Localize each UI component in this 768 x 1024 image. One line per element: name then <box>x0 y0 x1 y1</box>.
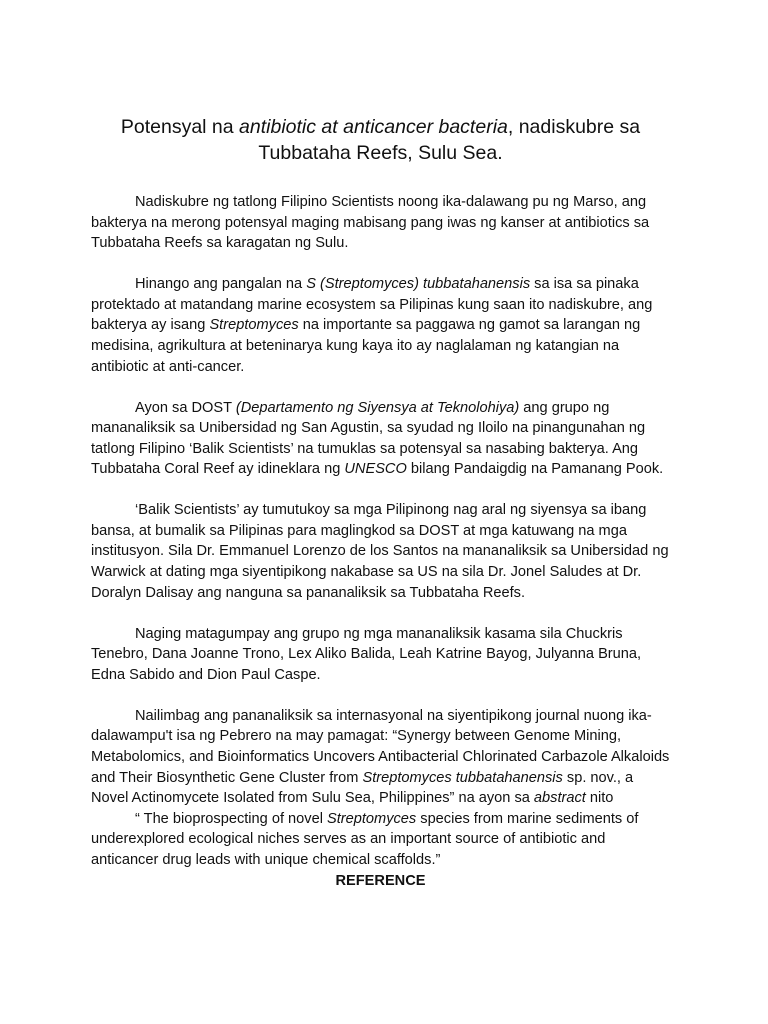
paragraph-6 <box>91 706 670 809</box>
title-text-1: Potensyal na <box>120 116 240 138</box>
quote-text-c: species from marine sediments of underexplored ecological niches serves as an important source of antibiotic and anticancer drug leads with unique chemical scaffolds.” <box>91 810 639 868</box>
paragraph-1: Nadiskubre ng tatlong Filipino Scientists noong ika-dalawang pu ng Marso, ang bakterya na merong potensyal maging mabisang pang iwas ng kanser at antibiotics sa Tubbataha Reefs sa karagatan ng Sulu. <box>91 194 650 252</box>
p6-italic-d: abstract <box>533 790 586 807</box>
title-text-3: , nadiskubre sa Tubbataha Reefs, Sulu Sea. <box>258 116 641 164</box>
p3-text-a: Ayon sa DOST <box>135 399 236 416</box>
p3-italic-b: (Departamento ng Siyensya at Teknolohiya) <box>235 399 520 416</box>
p3-text-e: bilang Pandaigdig na Pamanang Pook. <box>406 461 664 478</box>
p6-text-a: Nailimbag ang pananaliksik sa internasyonal na siyentipikong journal nuong ika-dalawampu't isa ng Pebrero na may pamagat: “Synergy between Genome Mining, Metabolomics, and Bioinformatics Uncovers Antibacterial Chlorinated Carbazole Alkaloids and Their Biosynthetic Gene Cluster from <box>91 707 670 786</box>
title-text-italic: antibiotic at anticancer bacteria <box>239 116 508 138</box>
reference-heading: REFERENCE <box>335 872 426 889</box>
p2-text-e: na importante sa paggawa ng gamot sa larangan ng medisina, agrikultura at beteninarya kung kaya ito ay naglalaman ng katangian na antibiotic at anti-cancer. <box>91 317 641 375</box>
p2-italic-b: S (Streptomyces) tubbatahanensis <box>306 276 531 293</box>
article-title <box>91 114 670 166</box>
p2-text-a: Hinango ang pangalan na <box>135 276 307 293</box>
paragraph-2 <box>91 274 670 377</box>
p2-italic-d: Streptomyces <box>209 317 299 334</box>
p3-text-c: ang grupo ng mananaliksik sa Unibersidad ng San Agustin, sa syudad ng Iloilo na pinangunahan ng tatlong Filipino ‘Balik Scientists’ na tumuklas sa potensyal sa nasabing bakterya. Ang Tubbataha Coral Reef ay idineklara ng <box>91 399 646 478</box>
quote-text-a: “ The bioprospecting of novel <box>135 810 327 827</box>
paragraph-3 <box>91 398 670 480</box>
p6-italic-b: Streptomyces tubbatahanensis <box>362 769 563 786</box>
abstract-quote <box>91 809 670 871</box>
p2-text-c: sa isa sa pinaka protektado at matandang marine ecosystem sa Pilipinas kung saan ito nadiskubre, ang bakterya ay isang <box>91 276 653 334</box>
p6-text-c: sp. nov., a Novel Actinomycete Isolated from Sulu Sea, Philippines” na ayon sa <box>91 769 634 807</box>
p3-italic-d: UNESCO <box>344 461 407 478</box>
paragraph-5: Naging matagumpay ang grupo ng mga mananaliksik kasama sila Chuckris Tenebro, Dana Joanne Trono, Lex Aliko Balida, Leah Katrine Bayog, Julyanna Bruna, Edna Sabido and Dion Paul Caspe. <box>91 625 642 683</box>
paragraph-4: ‘Balik Scientists’ ay tumutukoy sa mga Pilipinong nag aral ng siyensya sa ibang bansa, at bumalik sa Pilipinas para maglingkod sa DOST at mga katuwang na mga institusyon. Sila Dr. Emmanuel Lorenzo de los Santos na mananaliksik sa Unibersidad ng Warwick at dating mga siyentipikong nakabase sa US na sila Dr. Jonel Saludes at Dr. Doralyn Dalisay ang nanguna sa pananaliksik sa Tubbataha Reefs. <box>91 502 669 601</box>
p6-text-e: nito <box>585 790 614 807</box>
quote-italic-b: Streptomyces <box>327 810 417 827</box>
